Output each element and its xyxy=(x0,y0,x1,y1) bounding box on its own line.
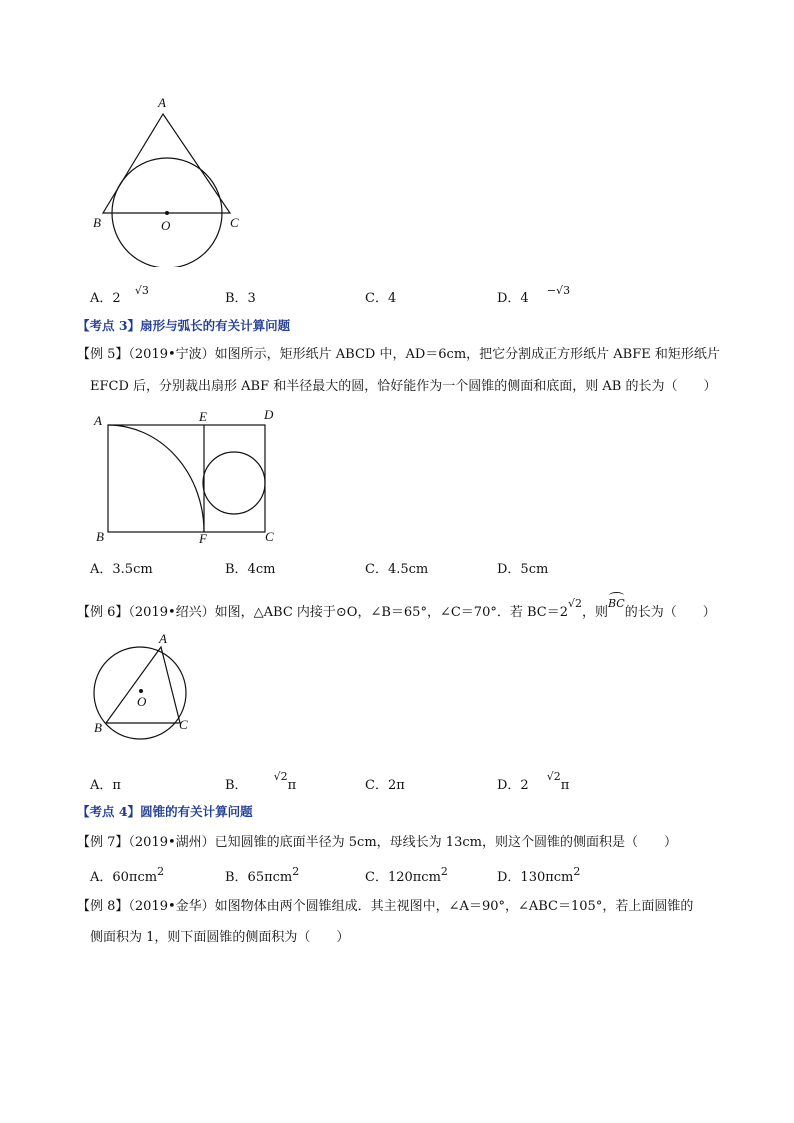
triangle-abc xyxy=(106,647,180,723)
rectangle-abcd xyxy=(108,425,265,532)
ex5-option-b: B．4cm xyxy=(225,562,276,577)
kp3-tag: 【考点 3】 xyxy=(77,318,141,333)
label-d: D xyxy=(264,407,274,422)
example-5-line2: EFCD 后，分别裁出扇形 ABF 和半径最大的圆，恰好能作为一个圆锥的侧面和底面，则 AB 的长为（ ） xyxy=(90,379,717,394)
ex6-option-b-root: √2 xyxy=(273,770,288,783)
label-a: A xyxy=(159,631,167,646)
kp3-title: 扇形与弧长的有关计算问题 xyxy=(140,318,291,333)
ex6-option-a: A．π xyxy=(90,778,121,793)
ex7-option-a xyxy=(90,866,164,885)
center-dot xyxy=(139,689,143,693)
example-5-line1 xyxy=(77,345,720,365)
label-a: A xyxy=(94,413,102,428)
section-heading-kp4 xyxy=(77,802,253,820)
ex7-option-b xyxy=(225,866,299,885)
ex6-arc-bc: BC xyxy=(608,594,625,614)
ex6-option-b-pi: π xyxy=(287,778,297,793)
figure-inscribed-triangle xyxy=(85,630,205,745)
ex5-option-c: C．4.5cm xyxy=(365,562,429,577)
ex7-option-b-exp: 2 xyxy=(292,865,300,878)
label-e: E xyxy=(199,409,207,424)
option-b: B．3 xyxy=(225,291,256,306)
label-c: C xyxy=(179,717,188,732)
kp4-title: 圆锥的有关计算问题 xyxy=(140,804,253,819)
ex6-option-d-prefix: D．2 xyxy=(497,778,529,793)
option-d xyxy=(497,284,571,306)
example-8-line1 xyxy=(77,897,693,917)
ex7-option-c-exp: 2 xyxy=(440,865,448,878)
option-d-text: D．4 xyxy=(497,291,529,306)
section-heading-kp3 xyxy=(77,316,290,334)
ex7-tag: 【例 7】 xyxy=(77,835,129,850)
inscribed-circle xyxy=(203,452,265,514)
center-dot xyxy=(165,211,169,215)
ex6-option-d-root: √2 xyxy=(546,770,561,783)
triangle-abc xyxy=(103,114,230,213)
figure-rectangle-sector xyxy=(88,404,288,549)
ex6-root: √2 xyxy=(567,597,582,610)
example-7-line1 xyxy=(77,833,677,853)
label-o: O xyxy=(137,694,147,709)
label-c: C xyxy=(265,529,274,544)
example-6-line1 xyxy=(77,597,716,623)
label-b: B xyxy=(94,720,102,735)
ex6-option-b xyxy=(225,770,297,793)
figure-triangle-circle xyxy=(85,92,245,267)
example-8-line2: 侧面积为 1，则下面圆锥的侧面积为（ ） xyxy=(90,930,350,945)
ex7-option-a-exp: 2 xyxy=(157,865,165,878)
ex7-option-c xyxy=(365,866,448,885)
option-d-root: −√3 xyxy=(546,284,571,297)
kp4-tag: 【考点 4】 xyxy=(77,804,141,819)
ex8-tag: 【例 8】 xyxy=(77,899,129,914)
option-a-root: √3 xyxy=(134,284,149,297)
label-b: B xyxy=(96,529,104,544)
ex6-tag: 【例 6】 xyxy=(77,605,129,620)
ex7-option-d xyxy=(497,866,580,885)
ex6-option-b-prefix: B． xyxy=(225,778,248,793)
label-b: B xyxy=(93,215,101,230)
ex6-option-c: C．2π xyxy=(365,778,405,793)
ex5-option-a: A．3.5cm xyxy=(90,562,153,577)
ex5-text-1: （2019•宁波）如图所示，矩形纸片 ABCD 中，AD＝6cm，把它分割成正方形纸片 ABFE 和矩形纸片 xyxy=(128,347,720,362)
sector-arc-af xyxy=(108,425,204,532)
ex5-option-d: D．5cm xyxy=(497,562,549,577)
ex6-text-2: ，则 xyxy=(582,605,609,620)
ex5-tag: 【例 5】 xyxy=(77,347,129,362)
option-a-text: A．2 xyxy=(90,291,121,306)
ex7-option-d-text: D．130πcm xyxy=(497,870,574,885)
ex7-option-c-text: C．120πcm xyxy=(365,870,441,885)
ex7-option-d-exp: 2 xyxy=(573,865,581,878)
ex8-text-1: （2019•金华）如图物体由两个圆锥组成．其主视图中，∠A＝90°，∠ABC＝105°，若上面圆锥的 xyxy=(128,899,694,914)
ex6-option-d xyxy=(497,770,570,793)
label-f: F xyxy=(199,531,207,546)
ex7-text: （2019•湖州）已知圆锥的底面半径为 5cm，母线长为 13cm，则这个圆锥的侧面积是（ ） xyxy=(128,835,677,850)
label-o: O xyxy=(161,218,171,233)
option-c: C．4 xyxy=(365,291,397,306)
ex7-option-b-text: B．65πcm xyxy=(225,870,293,885)
ex6-text-1: （2019•绍兴）如图，△ABC 内接于⊙O，∠B＝65°，∠C＝70°．若 BC＝2 xyxy=(128,605,568,620)
option-a xyxy=(90,284,149,306)
ex7-option-a-text: A．60πcm xyxy=(90,870,158,885)
label-a: A xyxy=(158,95,166,110)
label-c: C xyxy=(230,215,239,230)
ex6-text-3: 的长为（ ） xyxy=(624,605,716,620)
ex6-option-d-pi: π xyxy=(560,778,570,793)
